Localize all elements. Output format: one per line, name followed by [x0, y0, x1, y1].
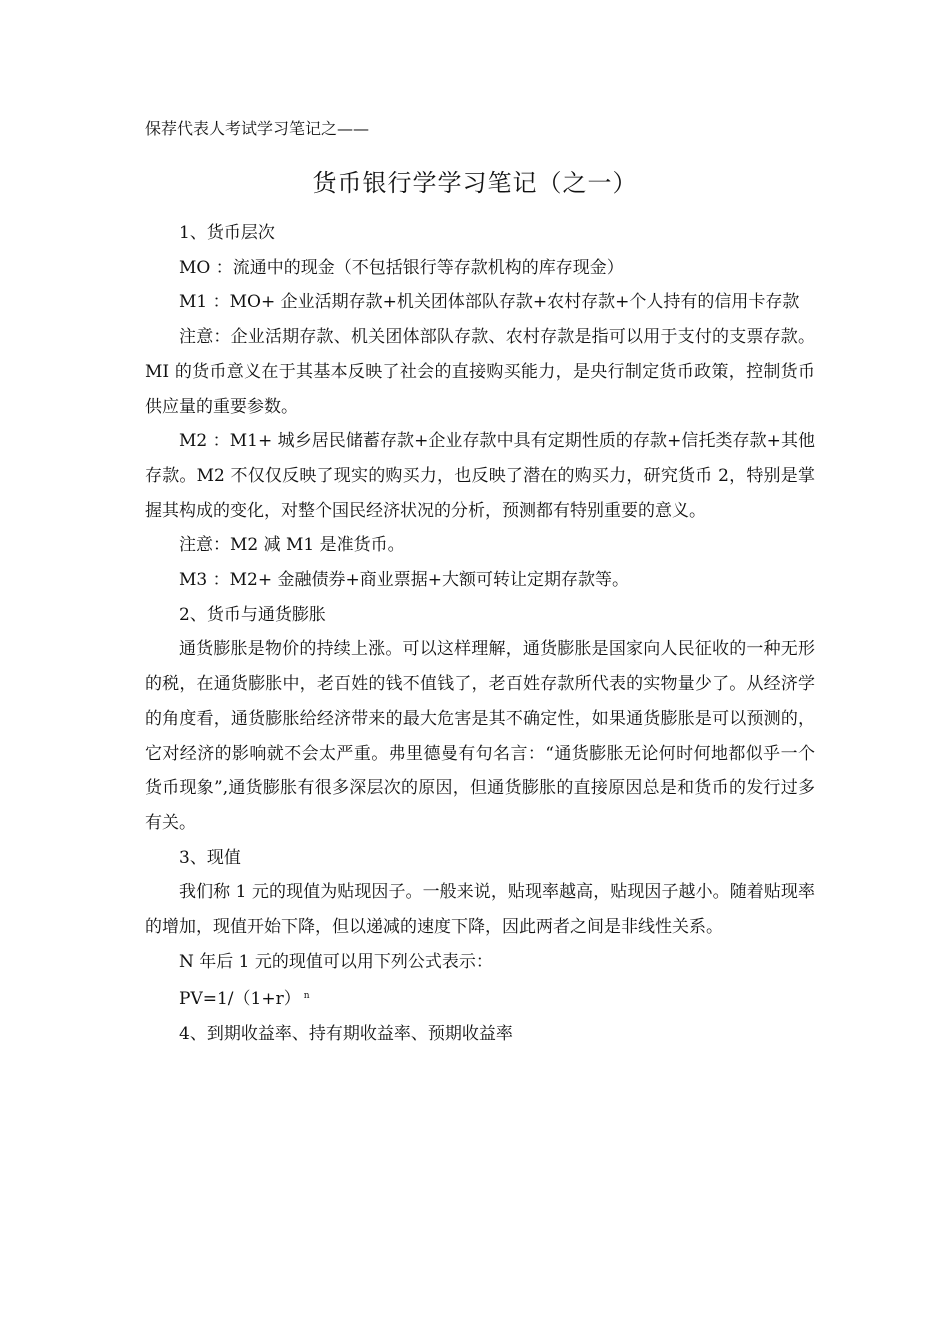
- paragraph-formula-intro: N 年后 1 元的现值可以用下列公式表示：: [179, 951, 493, 972]
- section-heading-4: 4、到期收益率、持有期收益率、预期收益率: [179, 1024, 513, 1045]
- paragraph-m1: M1 ：MO+ 企业活期存款+机关团体部队存款+农村存款+个人持有的信用卡存款: [179, 292, 800, 313]
- section-heading-1: 1、货币层次: [179, 223, 275, 243]
- formula-present-value: [145, 979, 815, 1017]
- document-title: 货币银行学学习笔记（之一）: [312, 169, 638, 197]
- paragraph-m2: M2 ：M1+ 城乡居民储蓄存款+企业存款中具有定期性质的存款+信托类存款+其他存款。M2 不仅仅反映了现实的购买力，也反映了潜在的购买力，研究货币 2，特别是掌握其构成的变化，对整个国民经济状况的分析，预测都有特别重要的意义。: [145, 431, 815, 521]
- paragraph-present-value: 我们称 1 元的现值为贴现因子。一般来说，贴现率越高，贴现因子越小。随着贴现率的增加，现值开始下降，但以递减的速度下降，因此两者之间是非线性关系。: [145, 882, 815, 938]
- paragraph-inflation: 通货膨胀是物价的持续上涨。可以这样理解，通货膨胀是国家向人民征收的一种无形的税，在通货膨胀中，老百姓的钱不值钱了，老百姓存款所代表的实物量少了。从经济学的角度看，通货膨胀给经济带来的最大危害是其不确定性，如果通货膨胀是可以预测的，它对经济的影响就不会太严重。弗里德曼有句名言：“通货膨胀无论何时何地都似乎一个货币现象”,通货膨胀有很多深层次的原因，但通货膨胀的直接原因总是和货币的发行过多有关。: [145, 639, 815, 833]
- formula-base: PV=1/（1+r）: [179, 989, 301, 1010]
- document-header: 保荐代表人考试学习笔记之——: [145, 119, 370, 138]
- formula-exponent: n: [303, 991, 310, 1002]
- paragraph-m0: MO ：流通中的现金（不包括银行等存款机构的库存现金）: [179, 257, 624, 278]
- document-body: [145, 216, 815, 1052]
- paragraph-note-m1: 注意：企业活期存款、机关团体部队存款、农村存款是指可以用于支付的支票存款。MI 的货币意义在于其基本反映了社会的直接购买能力，是央行制定货币政策，控制货币供应量的重要参数。: [145, 327, 815, 417]
- section-heading-3: 3、现值: [179, 847, 241, 868]
- paragraph-m3: M3 ：M2+ 金融债券+商业票据+大额可转让定期存款等。: [179, 570, 629, 591]
- section-heading-2: 2、货币与通货膨胀: [179, 604, 326, 625]
- paragraph-note-m2: 注意：M2 减 M1 是准货币。: [179, 535, 405, 556]
